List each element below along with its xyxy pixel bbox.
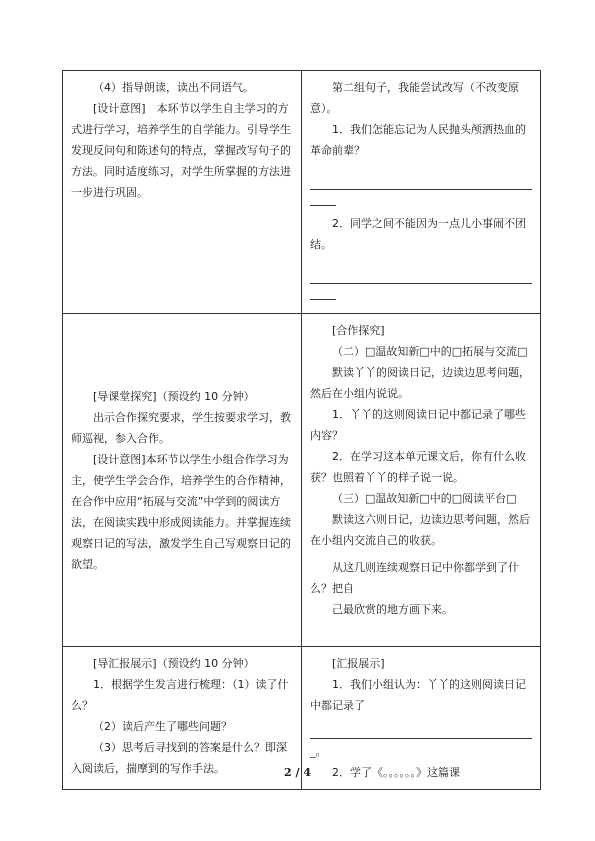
paragraph: [合作探究]: [332, 324, 385, 337]
paragraph: 1．我们怎能忘记为人民抛头颅洒热血的革命前辈？: [310, 123, 526, 157]
paragraph: 1．我们小组认为：丫丫的这则阅读日记中都记录了: [310, 678, 526, 712]
paragraph: 2．学了《。。。。。。》这篇课: [332, 766, 460, 779]
paragraph: 第二组句子，我能尝试改写（不改变原意）。: [310, 81, 519, 115]
page-number: 2 / 4: [284, 766, 311, 779]
answer-blank-line-short: [310, 193, 336, 206]
table-row: [63, 314, 541, 647]
paragraph: [导课堂探究]（预设约 10 分钟）: [93, 389, 255, 403]
answer-blank-line: [310, 267, 532, 284]
paragraph: （2）读后产生了哪些问题？: [93, 720, 232, 733]
paragraph: _。: [310, 745, 327, 758]
paragraph: [汇报展示]: [332, 657, 385, 670]
paragraph: 1．丫丫的这则阅读日记中都记录了哪些内容？: [310, 408, 526, 442]
paragraph: 从这几则连续观察日记中你都学到了什么？把自: [310, 561, 519, 595]
answer-blank-line-short: [310, 287, 336, 300]
answer-blank-line: [310, 173, 532, 190]
student-column-cell: [302, 314, 541, 647]
paragraph: （二）□温故知新□中的□拓展与交流□: [332, 345, 528, 358]
table-row: [63, 71, 541, 314]
paragraph: 2．同学之间不能因为一点儿小事闹不团结。: [310, 217, 526, 251]
paragraph: （三）□温故知新□中的□阅读平台□: [332, 492, 517, 505]
paragraph: 出示合作探究要求，学生按要求学习，教师巡视，参入合作。: [71, 410, 291, 445]
paragraph: [导汇报展示]（预设约 10 分钟）: [93, 657, 255, 670]
student-column-cell: [302, 71, 541, 314]
paragraph: [设计意图] 本环节以学生自主学习的方式进行学习，培养学生的自学能力。引导学生发现反问句和陈述句的特点，掌握改写句子的方法。同时适度练习，对学生所掌握的方法进一步进行巩固。: [71, 102, 291, 199]
paragraph: 2．在学习这本单元课文后，你有什么收获？也照着丫丫的样子说一说。: [310, 450, 526, 484]
paragraph: [设计意图]本环节以学生小组合作学习为主，使学生学会合作，培养学生的合作精神，在合作中应用“拓展与交流”中学到的阅读方法，在阅读实践中形成阅读能力。并掌握连续观察日记的写法，激发学生自己写观察日记的欲望。: [71, 452, 291, 571]
paragraph: 默读这六则日记，边读边思考问题，然后在小组内交流自己的收获。: [310, 513, 530, 547]
paragraph: 默读丫丫的阅读日记，边读边思考问题，然后在小组内说说。: [310, 366, 530, 400]
teacher-column-cell: [63, 314, 302, 647]
paragraph: （4）指导朗读，读出不同语气。: [93, 81, 254, 94]
lesson-plan-table: [62, 70, 541, 790]
paragraph: 1．根据学生发言进行梳理：（1）读了什么？: [71, 678, 289, 712]
paragraph: 己最欣赏的地方画下来。: [332, 603, 453, 616]
teacher-column-cell: [63, 71, 302, 314]
answer-blank-line: [310, 722, 532, 739]
paragraph: （3）思考后寻找到的答案是什么？即深入阅读后，揣摩到的写作手法。: [71, 741, 287, 775]
